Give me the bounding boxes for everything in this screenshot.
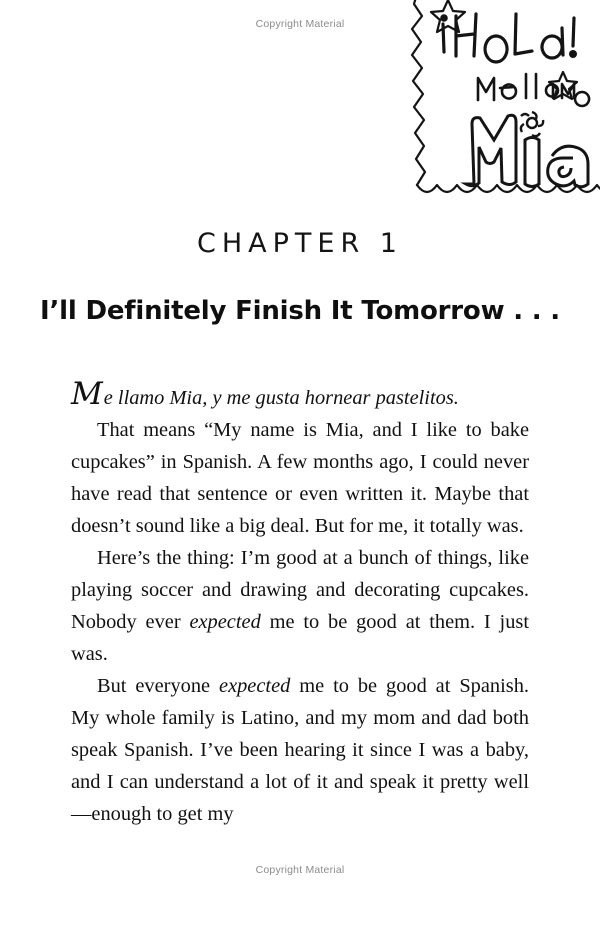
- paragraph-3: [71, 542, 529, 670]
- chapter-body: [71, 376, 530, 830]
- watermark-top: Copyright Material: [255, 18, 345, 30]
- chapter-title: I’ll Definitely Finish It Tomorrow . . .: [40, 296, 560, 326]
- paragraph-3-part-b: me to be good at them. I just was.: [71, 611, 530, 665]
- paragraph-1-italic: e llamo Mia, y me gusta hornear pastelitos.: [103, 387, 459, 409]
- drop-cap: M: [71, 376, 103, 412]
- paragraph-1: [71, 376, 529, 414]
- paragraph-3-part-a: Here’s the thing: I’m good at a bunch of things, like playing soccer and drawing and decorating cupcakes. Nobody ever: [71, 547, 529, 633]
- paragraph-2: That means “My name is Mia, and I like to bake cupcakes” in Spanish. A few months ago, I could never have read that sentence or even written it. Maybe that doesn’t sound like a big deal. But for me, it totally was.: [71, 419, 529, 537]
- paragraph-4: [71, 670, 529, 830]
- paragraph-4-part-b: me to be good at Spanish. My whole family is Latino, and my mom and dad both speak Spanish. I’ve been hearing it since I was a baby, and I can understand a lot of it and speak it pretty well—enough to get my: [71, 675, 529, 825]
- chapter-label: CHAPTER 1: [197, 228, 403, 259]
- paragraph-4-part-a: But everyone: [97, 675, 220, 697]
- doodle-illustration: [300, 0, 600, 211]
- paragraph-3-emphasis: expected: [189, 611, 261, 633]
- paragraph-4-emphasis: expected: [219, 675, 291, 697]
- watermark-bottom: Copyright Material: [255, 864, 345, 876]
